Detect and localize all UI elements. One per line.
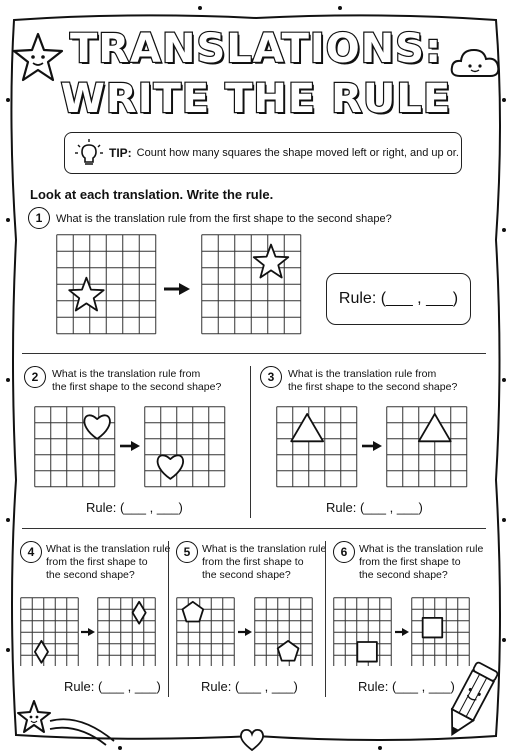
arrow-icon [237, 626, 253, 638]
heart-icon [238, 728, 266, 752]
lightbulb-icon [73, 137, 105, 169]
divider [168, 541, 169, 697]
tip-box [64, 132, 462, 174]
question-1-number: 1 [28, 207, 50, 229]
square-shape [423, 618, 443, 638]
arrow-icon [119, 439, 141, 453]
question-1-rule-text: Rule: (___ , ___) [338, 290, 459, 307]
question-5-rule[interactable]: Rule: (___ , ___) [201, 679, 298, 694]
shooting-star-icon [14, 697, 118, 747]
star-shape [254, 245, 288, 278]
q2-grid-after [144, 406, 226, 488]
question-5-number: 5 [176, 541, 198, 563]
question-1-prompt: What is the translation rule from the first shape to the second shape? [56, 213, 392, 225]
q5-grid-before [176, 597, 237, 666]
question-2-number: 2 [24, 366, 46, 388]
q4-grid-before [20, 597, 81, 666]
q6-grid-before [333, 597, 394, 666]
question-5-prompt: What is the translation rule from the first shape to the second shape? [202, 543, 327, 581]
arrow-icon [394, 626, 410, 638]
pencil-face-icon [440, 655, 502, 743]
heart-shape [84, 415, 110, 439]
divider [22, 353, 486, 354]
q3-grid-after [386, 406, 468, 488]
question-6-rule[interactable]: Rule: (___ , ___) [358, 679, 455, 694]
tip-label: TIP: [109, 146, 132, 160]
heart-shape [158, 455, 184, 479]
tip-text: Count how many squares the shape moved left or right, and up or. [136, 147, 459, 159]
instructions: Look at each translation. Write the rule. [30, 187, 274, 202]
question-2-rule[interactable]: Rule: (___ , ___) [86, 500, 183, 515]
triangle-shape [419, 414, 451, 441]
question-3-rule[interactable]: Rule: (___ , ___) [326, 500, 423, 515]
square-shape [357, 642, 377, 662]
q2-grid-before [34, 406, 116, 488]
question-3-number: 3 [260, 366, 282, 388]
arrow-icon [163, 281, 191, 297]
divider [250, 366, 251, 518]
title-line-1: TRANSLATIONS: [69, 26, 443, 72]
triangle-shape [291, 414, 323, 441]
question-6-prompt: What is the translation rule from the first shape to the second shape? [359, 543, 484, 581]
divider [325, 541, 326, 697]
q4-grid-after [97, 597, 158, 666]
question-1-rule[interactable] [326, 273, 471, 325]
arrow-icon [80, 626, 96, 638]
question-3-prompt: What is the translation rule from the first shape to the second shape? [288, 368, 458, 393]
title-line-2: WRITE THE RULE [60, 76, 452, 122]
q5-grid-after [254, 597, 315, 666]
arrow-icon [361, 439, 383, 453]
question-2-prompt: What is the translation rule from the first shape to the second shape? [52, 368, 222, 393]
q1-grid-before [56, 234, 157, 335]
q3-grid-before [276, 406, 358, 488]
question-4-number: 4 [20, 541, 42, 563]
q1-grid-after [201, 234, 302, 335]
question-4-prompt: What is the translation rule from the first shape to the second shape? [46, 543, 171, 581]
star-shape [69, 278, 104, 311]
question-6-number: 6 [333, 541, 355, 563]
divider [22, 528, 486, 529]
question-4-rule[interactable]: Rule: (___ , ___) [64, 679, 161, 694]
